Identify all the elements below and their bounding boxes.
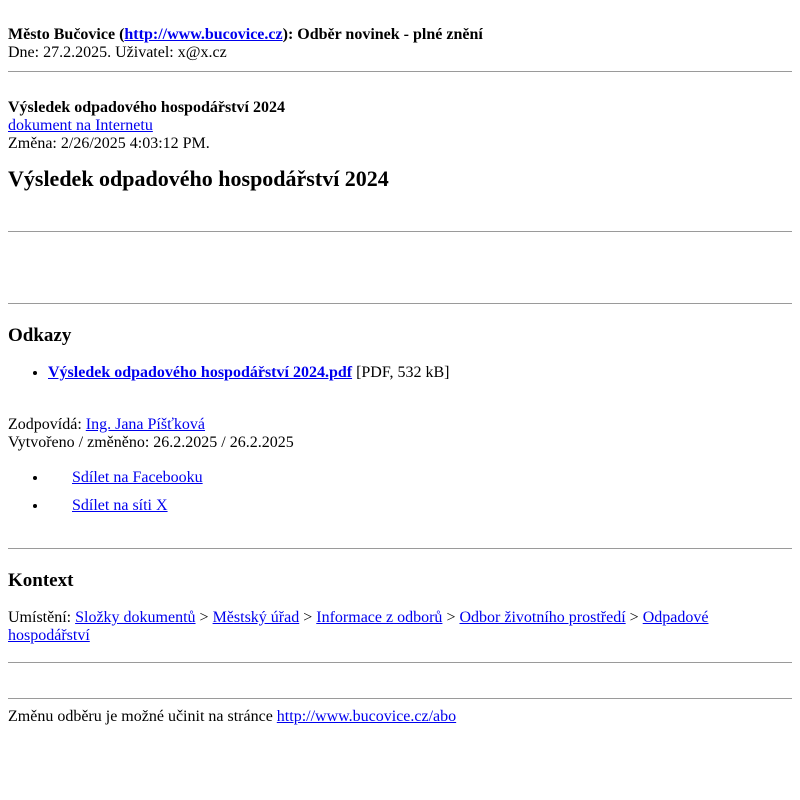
empty-content-area — [8, 232, 792, 303]
share-item — [48, 497, 792, 515]
item-title: Výsledek odpadového hospodářství 2024 — [8, 99, 285, 116]
divider — [8, 71, 792, 72]
footer-text: Změnu odběru je možné učinit na stránce — [8, 708, 277, 725]
date-user-line: Dne: 27.2.2025. Uživatel: x@x.cz — [8, 44, 227, 61]
breadcrumb-separator: > — [299, 609, 317, 626]
breadcrumb-link[interactable]: Odbor životního prostředí — [459, 609, 626, 626]
site-link[interactable]: http://www.bucovice.cz — [124, 26, 283, 43]
breadcrumb-separator: > — [442, 609, 460, 626]
breadcrumb-link[interactable]: Odpadové hospodářství — [8, 609, 709, 644]
breadcrumb-link[interactable]: Složky dokumentů — [75, 609, 196, 626]
links-heading: Odkazy — [8, 325, 72, 346]
file-list — [8, 364, 792, 382]
links-section — [8, 325, 792, 382]
divider — [8, 303, 792, 304]
divider — [8, 662, 792, 663]
responsible-person-link[interactable]: Ing. Jana Píšťková — [85, 416, 206, 433]
meta-block — [8, 416, 792, 452]
online-document-link[interactable]: dokument na Internetu — [8, 117, 153, 134]
context-section — [8, 570, 792, 645]
divider — [8, 698, 792, 699]
share-item — [48, 469, 792, 487]
share-x-link[interactable]: Sdílet na síti X — [72, 497, 168, 514]
divider — [8, 548, 792, 549]
unsubscribe-link[interactable]: http://www.bucovice.cz/abo — [276, 708, 457, 725]
document-heading: Výsledek odpadového hospodářství 2024 — [8, 166, 389, 191]
news-item — [8, 99, 792, 192]
newsletter-title: Město Bučovice (http://www.bucovice.cz): Odběr novinek - plné znění — [8, 26, 483, 43]
footer — [8, 708, 792, 726]
breadcrumb-link[interactable]: Městský úřad — [212, 609, 300, 626]
change-date: Změna: 2/26/2025 4:03:12 PM. — [8, 135, 210, 152]
context-heading: Kontext — [8, 570, 74, 591]
responsible-line: Zodpovídá: Ing. Jana Píšťková — [8, 416, 206, 433]
newsletter-header — [8, 26, 792, 62]
location-breadcrumb: Umístění: Složky dokumentů > Městský úřad > Informace z odborů > Odbor životního prostředí > Odpadové hospodářství — [8, 609, 709, 644]
share-facebook-link[interactable]: Sdílet na Facebooku — [72, 469, 203, 486]
breadcrumb-link[interactable]: Informace z odborů — [316, 609, 443, 626]
file-meta: [PDF, 532 kB] — [352, 364, 450, 381]
breadcrumb-separator: > — [625, 609, 643, 626]
share-list — [8, 469, 792, 515]
file-item — [48, 364, 792, 382]
created-changed-dates: Vytvořeno / změněno: 26.2.2025 / 26.2.2025 — [8, 434, 294, 451]
breadcrumb-separator: > — [195, 609, 213, 626]
file-link[interactable]: Výsledek odpadového hospodářství 2024.pdf — [48, 364, 353, 381]
